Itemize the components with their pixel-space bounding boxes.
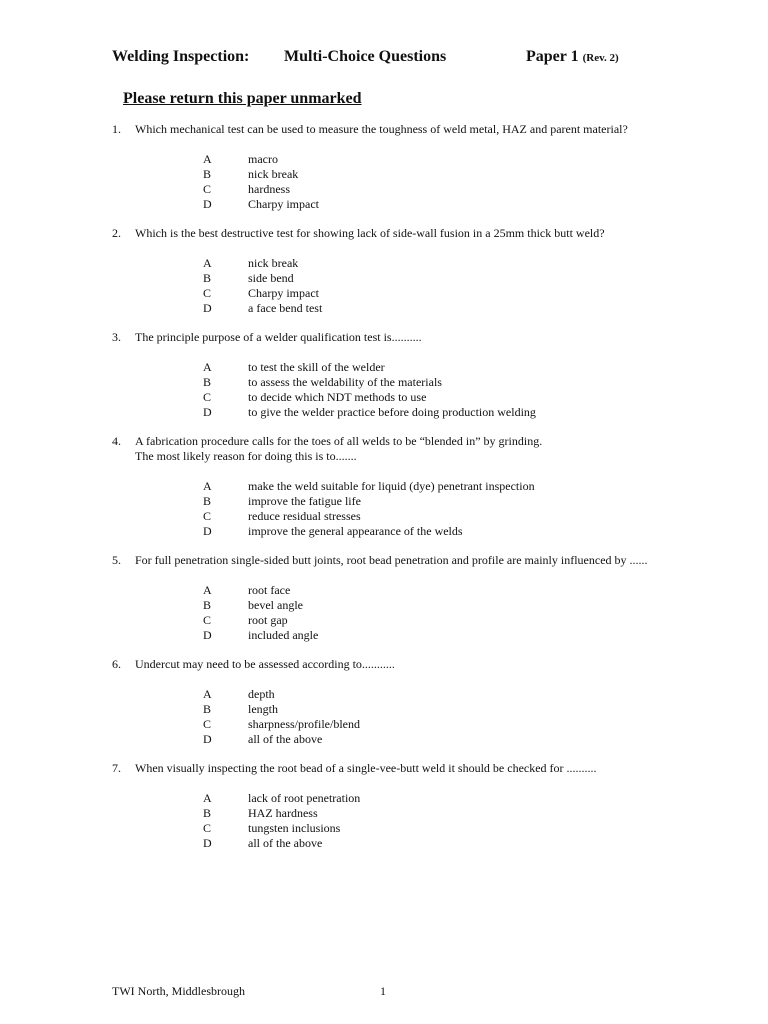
option-text: sharpness/profile/blend xyxy=(248,717,360,731)
option-letter: B xyxy=(203,598,212,612)
header-revision: (Rev. 2) xyxy=(582,52,619,64)
option-letter: C xyxy=(203,182,212,196)
option-text: Charpy impact xyxy=(248,197,319,211)
footer-organization: TWI North, Middlesbrough xyxy=(112,984,245,998)
question-number: 6. xyxy=(112,657,121,671)
answer-option xyxy=(203,524,712,539)
answer-option xyxy=(203,360,712,375)
answer-options xyxy=(112,360,712,420)
footer-page-number: 1 xyxy=(380,984,386,998)
question-number: 5. xyxy=(112,553,121,567)
option-text: depth xyxy=(248,687,275,701)
question-text: Which is the best destructive test for showing lack of side-wall fusion in a 25mm thick butt weld? xyxy=(135,226,605,240)
question-text: Which mechanical test can be used to measure the toughness of weld metal, HAZ and parent material? xyxy=(135,122,628,136)
option-letter: A xyxy=(203,791,212,805)
question-item xyxy=(112,122,712,212)
option-text: length xyxy=(248,702,278,716)
option-text: Charpy impact xyxy=(248,286,319,300)
question-text-continuation: The most likely reason for doing this is to....... xyxy=(135,449,357,463)
option-letter: C xyxy=(203,509,212,523)
answer-options xyxy=(112,479,712,539)
answer-option xyxy=(203,301,712,316)
option-text: to give the welder practice before doing production welding xyxy=(248,405,536,419)
answer-option xyxy=(203,479,712,494)
question-item xyxy=(112,330,712,420)
header-paper xyxy=(526,48,619,66)
question-text: The principle purpose of a welder qualification test is.......... xyxy=(135,330,422,344)
page-header xyxy=(112,48,712,70)
option-letter: C xyxy=(203,390,212,404)
question-text: Undercut may need to be assessed according to........... xyxy=(135,657,395,671)
answer-option xyxy=(203,182,712,197)
option-text: a face bend test xyxy=(248,301,323,315)
answer-option xyxy=(203,405,712,420)
answer-option xyxy=(203,256,712,271)
option-text: all of the above xyxy=(248,836,323,850)
option-text: to test the skill of the welder xyxy=(248,360,385,374)
option-letter: A xyxy=(203,687,212,701)
option-letter: D xyxy=(203,405,212,419)
answer-option xyxy=(203,687,712,702)
option-text: root gap xyxy=(248,613,288,627)
question-item xyxy=(112,761,712,851)
answer-option xyxy=(203,702,712,717)
option-letter: B xyxy=(203,167,212,181)
option-letter: C xyxy=(203,286,212,300)
question-stem xyxy=(112,657,712,672)
answer-option xyxy=(203,806,712,821)
question-text: For full penetration single-sided butt joints, root bead penetration and profile are mainly influenced by ...... xyxy=(135,553,648,567)
option-letter: A xyxy=(203,256,212,270)
question-number: 3. xyxy=(112,330,121,344)
option-text: nick break xyxy=(248,167,299,181)
option-letter: A xyxy=(203,583,212,597)
option-letter: A xyxy=(203,479,212,493)
answer-options xyxy=(112,791,712,851)
option-text: lack of root penetration xyxy=(248,791,361,805)
question-number: 7. xyxy=(112,761,121,775)
header-paper-number: Paper 1 xyxy=(526,48,579,65)
question-text: A fabrication procedure calls for the toes of all welds to be “blended in” by grinding. xyxy=(135,434,543,448)
answer-option xyxy=(203,509,712,524)
question-number: 2. xyxy=(112,226,121,240)
answer-option xyxy=(203,732,712,747)
option-text: included angle xyxy=(248,628,319,642)
question-stem xyxy=(112,434,712,464)
answer-option xyxy=(203,494,712,509)
option-text: to assess the weldability of the materials xyxy=(248,375,442,389)
answer-option xyxy=(203,390,712,405)
option-text: to decide which NDT methods to use xyxy=(248,390,427,404)
option-letter: D xyxy=(203,301,212,315)
answer-option xyxy=(203,271,712,286)
option-text: nick break xyxy=(248,256,299,270)
question-stem xyxy=(112,122,712,137)
answer-option xyxy=(203,375,712,390)
option-text: hardness xyxy=(248,182,290,196)
answer-option xyxy=(203,167,712,182)
option-text: improve the fatigue life xyxy=(248,494,361,508)
option-text: all of the above xyxy=(248,732,323,746)
option-letter: D xyxy=(203,628,212,642)
option-text: side bend xyxy=(248,271,294,285)
question-stem xyxy=(112,330,712,345)
answer-options xyxy=(112,583,712,643)
option-letter: C xyxy=(203,613,212,627)
question-item xyxy=(112,226,712,316)
question-text: When visually inspecting the root bead of a single-vee-butt weld it should be checked for .......... xyxy=(135,761,597,775)
header-section-title: Multi-Choice Questions xyxy=(284,48,447,65)
answer-option xyxy=(203,197,712,212)
option-letter: A xyxy=(203,360,212,374)
answer-options xyxy=(112,687,712,747)
option-text: HAZ hardness xyxy=(248,806,318,820)
option-text: improve the general appearance of the welds xyxy=(248,524,463,538)
option-letter: B xyxy=(203,494,212,508)
option-text: reduce residual stresses xyxy=(248,509,361,523)
question-stem xyxy=(112,226,712,241)
option-letter: A xyxy=(203,152,212,166)
answer-option xyxy=(203,583,712,598)
answer-option xyxy=(203,821,712,836)
header-course-title: Welding Inspection: xyxy=(112,48,250,65)
question-item xyxy=(112,657,712,747)
answer-options xyxy=(112,256,712,316)
option-letter: D xyxy=(203,197,212,211)
option-letter: B xyxy=(203,271,212,285)
page-subtitle: Please return this paper unmarked xyxy=(123,90,362,107)
option-letter: B xyxy=(203,806,212,820)
answer-option xyxy=(203,152,712,167)
question-number: 4. xyxy=(112,434,121,448)
answer-option xyxy=(203,628,712,643)
question-item xyxy=(112,434,712,539)
option-text: root face xyxy=(248,583,291,597)
answer-option xyxy=(203,836,712,851)
option-text: make the weld suitable for liquid (dye) penetrant inspection xyxy=(248,479,535,493)
option-letter: D xyxy=(203,732,212,746)
answer-option xyxy=(203,791,712,806)
option-letter: C xyxy=(203,717,212,731)
question-list xyxy=(112,122,712,865)
option-text: bevel angle xyxy=(248,598,303,612)
option-text: macro xyxy=(248,152,278,166)
option-letter: B xyxy=(203,702,212,716)
option-letter: D xyxy=(203,524,212,538)
question-item xyxy=(112,553,712,643)
option-letter: C xyxy=(203,821,212,835)
question-stem xyxy=(112,761,712,776)
option-letter: B xyxy=(203,375,212,389)
question-stem xyxy=(112,553,712,568)
answer-option xyxy=(203,717,712,732)
answer-option xyxy=(203,286,712,301)
answer-option xyxy=(203,598,712,613)
option-text: tungsten inclusions xyxy=(248,821,341,835)
question-number: 1. xyxy=(112,122,121,136)
answer-options xyxy=(112,152,712,212)
answer-option xyxy=(203,613,712,628)
option-letter: D xyxy=(203,836,212,850)
